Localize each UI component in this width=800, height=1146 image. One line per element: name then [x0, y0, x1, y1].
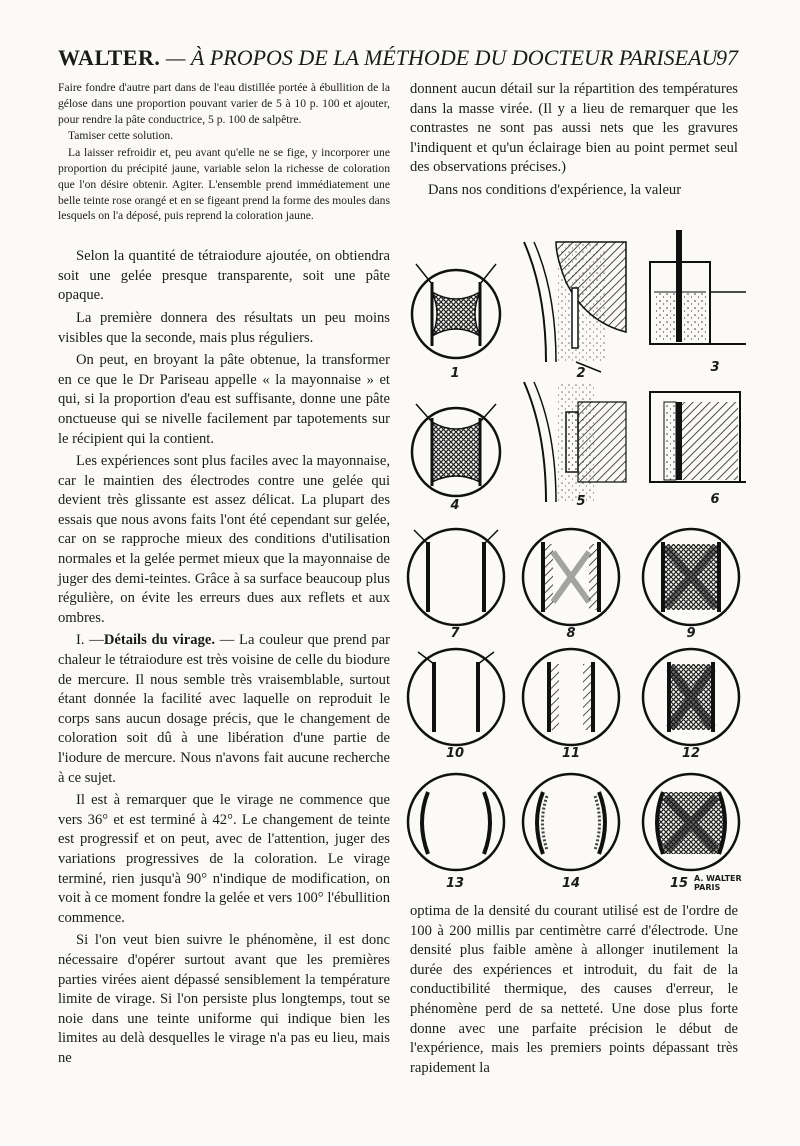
figure-label: 11 — [561, 746, 581, 761]
figure-label: 10 — [445, 746, 465, 761]
section-paragraph — [58, 631, 390, 788]
figure-label: 4 — [450, 498, 460, 513]
figure-4 — [412, 404, 500, 496]
note-paragraph: La laisser refroidir et, peu avant qu'elle ne se fige, y incorporer une proportion du précipité jaune, variable selon la richesse de coloration que l'on désire obtenir. Agiter. L'ensemble prend immédiatement une belle teinte rose orangé et en se figeant prend la forme des moules dans lesquels on l'a déposé, puis reprend la coloration jaune. — [58, 146, 390, 223]
figure-12 — [643, 649, 739, 745]
note-paragraph: Tamiser cette solution. — [68, 129, 174, 143]
paragraph: On peut, en broyant la pâte obtenue, la transformer en ce que le Dr Pariseau appelle « la mayonnaise » et qui, si la proportion d'eau est suffisante, donne une pâte onctueuse qui se nivelle facilement par tapotements sur le récipient qui la contient. — [58, 352, 390, 447]
left-column — [58, 80, 390, 1072]
paragraph: La première donnera des résultats un peu moins visibles que la seconde, mais plus réguliers. — [58, 309, 390, 346]
figure-7 — [408, 529, 504, 625]
figure-10 — [408, 649, 504, 745]
figure-9 — [643, 529, 739, 625]
section-text: — La couleur que prend par chaleur le tétraiodure est très voisine de celle du biodure de mercure. Il nous semble très vraisemblable, surtout étant donnée la facilité avec laquelle on reproduit le corps sans aucun dosage précis, que le changement de coloration soit dû à une libération d'une partie de l'iodure de mercure. Nous n'avons fait aucune recherche à ce sujet. — [58, 632, 390, 786]
figure-label: 1 — [450, 366, 460, 381]
figure-3 — [650, 230, 746, 344]
paragraph: donnent aucun détail sur la répartition des températures dans la masse virée. (Il y a lieu de remarquer que les contrastes ne sont pas aussi nets que les gravures l'indiquent et qu'un éclairage bien au point permet seul des observations précises.) — [410, 81, 738, 176]
figure-15 — [643, 774, 739, 870]
figure-label: 15 — [669, 876, 689, 891]
signature-line: A. WALTER — [694, 874, 742, 883]
engraver-signature — [694, 874, 742, 892]
figure-drawings — [406, 222, 748, 902]
note-paragraph: Faire fondre d'autre part dans de l'eau distillée portée à ébullition de la gélose dans une proportion pouvant varier de 5 à 10 p. 100 et ajouter, pour rendre la pâte conductrice, 5 p. 100 de salpêtre. — [58, 81, 390, 126]
figure-5 — [524, 382, 626, 502]
figure-2 — [524, 242, 626, 372]
figure-label: 3 — [710, 360, 720, 375]
header-title: — À PROPOS DE LA MÉTHODE DU DOCTEUR PARISEAU — [165, 45, 718, 70]
figure-label: 14 — [561, 876, 581, 891]
figure-label: 8 — [566, 626, 576, 641]
page-number: 97 — [716, 45, 738, 70]
figure-label: 7 — [450, 626, 460, 641]
figure-label: 6 — [710, 492, 720, 507]
figure-1 — [412, 264, 500, 358]
left-body — [58, 247, 390, 1068]
right-body-top — [410, 80, 738, 201]
paragraph: optima de la densité du courant utilisé est de l'ordre de 100 à 200 millis par centimètre carré d'électrode. Une densité plus faible amène à allonger inutilement la durée des expériences et introduit, du fait de la conductibilité thermique, des causes d'erreur, le phénomène perd de sa netteté. Une dose plus forte donne avec une parfaite précision le début de l'expérience, mais les premiers points dépassant très rapidement la — [410, 903, 738, 1076]
paragraph: Selon la quantité de tétraiodure ajoutée, on obtiendra soit une gelée presque transparente, soit une pâte opaque. — [58, 248, 390, 304]
figure-6 — [650, 392, 746, 482]
paragraph: Les expériences sont plus faciles avec la mayonnaise, car le maintien des électrodes contre une gelée qui devient très glissante est assez délicat. La plupart des essais que nous avons faits l'ont été cependant sur gelée, car on se rapproche mieux des conditions d'utilisation normales et la gelée permet mieux que la mayonnaise de juger des demi-teintes. Grâce à sa surface beaucoup plus régulière, on évite les erreurs dues aux reflets et aux ombres. — [58, 453, 390, 626]
preparation-note — [58, 80, 390, 224]
section-number: I. — — [76, 632, 104, 649]
right-column-bottom — [410, 902, 738, 1081]
figure-label: 9 — [686, 626, 696, 641]
figure-label: 5 — [576, 494, 586, 509]
header-author: WALTER. — [58, 45, 161, 70]
section-title: Détails du virage. — [103, 632, 216, 649]
figure-8 — [523, 529, 619, 625]
paragraph: Il est à remarquer que le virage ne commence que vers 36° et est terminé à 42°. Le changement de teinte est progressif et on peut, avec de l'attention, juger des variations progressives de la coloration. Le virage terminé, rien jusqu'à 90° n'indique de modification, on voit à ce moment fondre la gelée et vers 100° l'ébullition commence. — [58, 792, 390, 926]
paragraph: Dans nos conditions d'expérience, la valeur — [428, 181, 682, 198]
figure-13 — [408, 774, 504, 870]
right-column-top — [410, 80, 738, 204]
figure-label: 2 — [576, 366, 586, 381]
figure-label: 13 — [445, 876, 465, 891]
figure-14 — [523, 774, 619, 870]
figure-plate — [406, 222, 748, 902]
figure-label: 12 — [681, 746, 701, 761]
figure-11 — [523, 649, 619, 745]
signature-line: PARIS — [694, 883, 721, 892]
page-header — [58, 44, 738, 74]
paragraph: Si l'on veut bien suivre le phénomène, il est donc nécessaire d'opérer surtout avant que les premières parties virées aient dépassé sensiblement la température limite de virage. Si l'on persiste plus longtemps, tout se noie dans une teinte uniforme qui indique bien les limites au delà desquelles le virage n'a pas eu lieu, mais ne — [58, 932, 390, 1066]
right-body-bottom — [410, 902, 738, 1078]
